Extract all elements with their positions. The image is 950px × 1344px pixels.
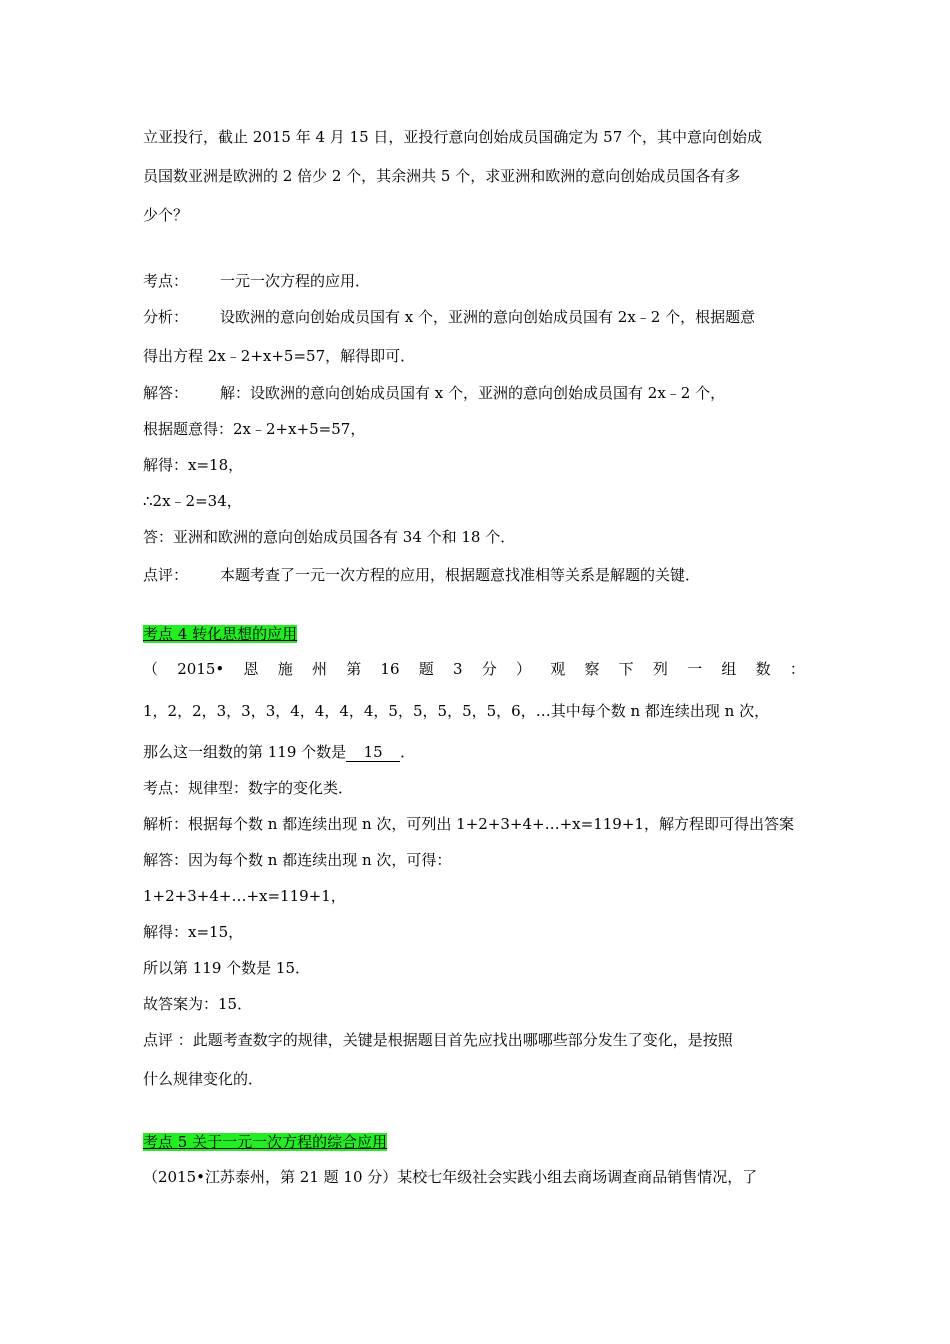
source-token: 2015• xyxy=(177,660,225,678)
source-token: 观 xyxy=(550,660,566,678)
section-heading xyxy=(143,1131,387,1153)
solution-answer: 答：亚洲和欧洲的意向创始成员国各有 34 个和 18 个． xyxy=(143,528,516,546)
kaodian-line: 考点：规律型：数字的变化类． xyxy=(143,779,354,797)
solution-step: 所以第 119 个数是 15． xyxy=(143,959,311,977)
problem-text-line: 员国数亚洲是欧洲的 2 倍少 2 个，其余洲共 5 个，求亚洲和欧洲的意向创始成员国各有多 xyxy=(143,167,741,185)
problem-text-line: 立亚投行，截止 2015 年 4 月 15 日，亚投行意向创始成员国确定为 57 个，其中意向创始成 xyxy=(143,128,763,146)
sequence-line: 1，2，2，3，3，3，4，4，4，4，5，5，5，5，5，6，…其中每个数 n 都连续出现 n 次， xyxy=(143,702,770,720)
source-token: ） xyxy=(515,660,531,678)
fenxi-continuation: 得出方程 2x﹣2+x+5=57，解得即可． xyxy=(143,347,416,365)
source-token: ： xyxy=(789,660,805,678)
kaodian-label: 考点： xyxy=(143,272,189,290)
dianping-row xyxy=(143,564,700,586)
source-token: 分 xyxy=(481,660,497,678)
source-token: 数 xyxy=(755,660,771,678)
question-text: 那么这一组数的第 119 个数是 xyxy=(143,743,347,761)
dianping-text: 本题考查了一元一次方程的应用，根据题意找准相等关系是解题的关键． xyxy=(220,566,701,584)
problem-text-line: （2015•江苏泰州，第 21 题 10 分）某校七年级社会实践小组去商场调查商品销售情况，了 xyxy=(143,1168,758,1186)
kaodian-row xyxy=(143,270,370,292)
fenxi-row xyxy=(143,306,755,328)
solution-step: ∴2x﹣2=34， xyxy=(143,492,242,510)
question-end: ． xyxy=(400,743,416,761)
section-heading xyxy=(143,623,297,645)
source-token: 恩 xyxy=(243,660,259,678)
source-token: 下 xyxy=(618,660,634,678)
source-token: 察 xyxy=(584,660,600,678)
jieda-line: 解答：因为每个数 n 都连续出现 n 次，可得： xyxy=(143,851,452,869)
dianping-continuation: 什么规律变化的． xyxy=(143,1070,264,1088)
source-token: 一 xyxy=(687,660,703,678)
source-token: 16 xyxy=(380,660,400,678)
section-4-heading: 考点 4 转化思想的应用 xyxy=(143,625,298,643)
source-token: 题 xyxy=(418,660,434,678)
kaodian-text: 一元一次方程的应用． xyxy=(220,272,371,290)
solution-step: 1+2+3+4+…+x=119+1， xyxy=(143,887,346,905)
source-token: 组 xyxy=(721,660,737,678)
answer-blank: 15 xyxy=(346,743,400,762)
source-token: （ xyxy=(143,660,159,678)
source-token: 列 xyxy=(652,660,668,678)
fenxi-text: 设欧洲的意向创始成员国有 x 个，亚洲的意向创始成员国有 2x﹣2 个，根据题意 xyxy=(220,308,756,326)
source-token: 第 xyxy=(346,660,362,678)
jieda-row xyxy=(143,382,725,404)
dianping-label: 点评： xyxy=(143,566,189,584)
solution-step: 故答案为：15． xyxy=(143,995,253,1013)
problem-text-line: 少个？ xyxy=(143,206,189,224)
source-token: 州 xyxy=(311,660,327,678)
fenxi-label: 分析： xyxy=(143,308,189,326)
solution-step: 解得：x=18， xyxy=(143,456,244,474)
jiexi-line: 解析：根据每个数 n 都连续出现 n 次，可列出 1+2+3+4+…+x=119+1，解方程即可得出答案 xyxy=(143,815,794,833)
solution-step: 根据题意得：2x﹣2+x+5=57， xyxy=(143,420,366,438)
source-token: 施 xyxy=(277,660,293,678)
dianping-line: 点评 ：此题考查数字的规律，关键是根据题目首先应找出哪哪些部分发生了变化，是按照 xyxy=(143,1031,733,1049)
source-token: 3 xyxy=(452,660,463,678)
solution-step: 解得：x=15， xyxy=(143,923,244,941)
problem-source-line xyxy=(143,658,805,680)
jieda-text: 解：设欧洲的意向创始成员国有 x 个，亚洲的意向创始成员国有 2x﹣2 个， xyxy=(220,384,726,402)
question-line xyxy=(143,741,415,763)
section-5-heading: 考点 5 关于一元一次方程的综合应用 xyxy=(143,1133,388,1151)
jieda-label: 解答： xyxy=(143,384,189,402)
